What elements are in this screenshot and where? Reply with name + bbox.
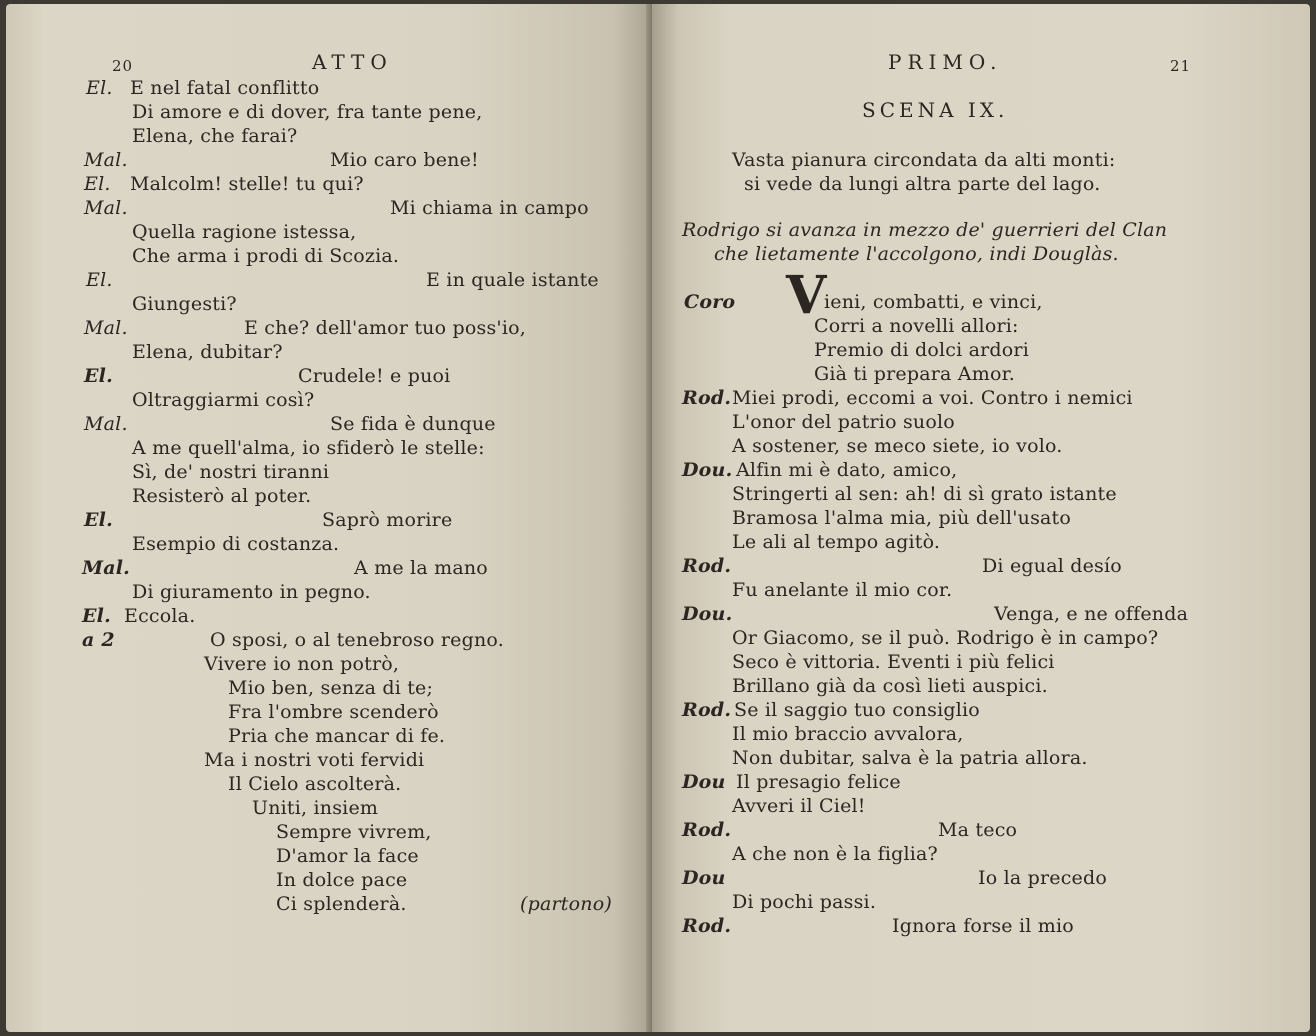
verse-line: A che non è la figlia? <box>732 843 938 865</box>
speaker: El. <box>84 509 113 531</box>
verse-line: Quella ragione istessa, <box>132 221 357 243</box>
verse-line: Se fida è dunque <box>330 413 496 435</box>
verse-line: Oltraggiarmi così? <box>132 389 315 411</box>
verse-line: Resisterò al poter. <box>132 485 312 507</box>
verse-line: Corri a novelli allori: <box>814 315 1019 337</box>
verse-line: E in quale istante <box>426 269 599 291</box>
running-head: PRIMO. <box>888 50 1003 74</box>
scene-title: SCENA IX. <box>862 98 1009 122</box>
speaker: Rod. <box>682 819 732 841</box>
speaker: El. <box>82 605 111 627</box>
speaker: El. <box>86 269 113 291</box>
verse-line: Ma teco <box>938 819 1018 841</box>
verse-line: Mi chiama in campo <box>390 197 589 219</box>
verse-line: Fra l'ombre scenderò <box>228 701 439 723</box>
verse-line: Già ti prepara Amor. <box>814 363 1016 385</box>
direction-line: Rodrigo si avanza in mezzo de' guerrieri del Clan <box>682 219 1168 241</box>
speaker: Mal. <box>84 317 128 339</box>
verse-line: Ignora forse il mio <box>892 915 1074 937</box>
verse-line: O sposi, o al tenebroso regno. <box>210 629 504 651</box>
verse-line: Ci splenderà. <box>276 893 407 915</box>
verse-line: Avveri il Ciel! <box>732 795 866 817</box>
verse-line: Io la precedo <box>978 867 1108 889</box>
verse-line: Sempre vivrem, <box>276 821 432 843</box>
verse-line: Elena, che farai? <box>132 125 298 147</box>
verse-line: Sì, de' nostri tiranni <box>132 461 330 483</box>
verse-line: Di pochi passi. <box>732 891 877 913</box>
verse-line: Bramosa l'alma mia, più dell'usato <box>732 507 1072 529</box>
speaker: Rod. <box>682 387 732 409</box>
verse-line: A sostener, se meco siete, io volo. <box>732 435 1063 457</box>
verse-line: Or Giacomo, se il può. Rodrigo è in campo? <box>732 627 1159 649</box>
verse-line: In dolce pace <box>276 869 408 891</box>
verse-line: E che? dell'amor tuo poss'io, <box>244 317 526 339</box>
verse-line: Che arma i prodi di Scozia. <box>132 245 400 267</box>
verse-line: A me quell'alma, io sfiderò le stelle: <box>132 437 485 459</box>
speaker: Mal. <box>84 197 128 219</box>
verse-line: Alfin mi è dato, amico, <box>736 459 958 481</box>
stage-direction: (partono) <box>520 893 612 915</box>
verse-line: Crudele! e puoi <box>298 365 451 387</box>
speaker: Dou <box>682 771 726 793</box>
verse-line: E nel fatal conflitto <box>130 77 320 99</box>
drop-cap: V <box>786 265 827 326</box>
speaker: Mal. <box>84 149 128 171</box>
verse-line: Non dubitar, salva è la patria allora. <box>732 747 1088 769</box>
page-number: 21 <box>1170 57 1192 75</box>
verse-line: Saprò morire <box>322 509 453 531</box>
running-head: ATTO <box>312 50 393 74</box>
speaker: Dou <box>682 867 726 889</box>
speaker: Rod. <box>682 555 732 577</box>
left-page <box>6 4 652 1032</box>
verse-line: Di amore e di dover, fra tante pene, <box>132 101 483 123</box>
verse-line: Brillano già da così lieti auspici. <box>732 675 1048 697</box>
verse-line: Pria che mancar di fe. <box>228 725 446 747</box>
verse-line: Uniti, insiem <box>252 797 379 819</box>
speaker: Coro <box>684 291 736 313</box>
direction-line: che lietamente l'accolgono, indi Douglàs. <box>714 243 1119 265</box>
verse-line: Seco è vittoria. Eventi i più felici <box>732 651 1055 673</box>
speaker: Mal. <box>82 557 130 579</box>
speaker: Mal. <box>84 413 128 435</box>
speaker: El. <box>84 173 111 195</box>
verse-line: Giungesti? <box>132 293 237 315</box>
verse-line: Fu anelante il mio cor. <box>732 579 953 601</box>
verse-line: Miei prodi, eccomi a voi. Contro i nemici <box>732 387 1133 409</box>
verse-line: Vivere io non potrò, <box>204 653 400 675</box>
speaker: a 2 <box>82 629 115 651</box>
verse-line: Malcolm! stelle! tu qui? <box>130 173 364 195</box>
verse-line: Le ali al tempo agitò. <box>732 531 941 553</box>
verse-line: Esempio di costanza. <box>132 533 340 555</box>
verse-line: Elena, dubitar? <box>132 341 283 363</box>
speaker: El. <box>86 77 113 99</box>
speaker: Rod. <box>682 699 732 721</box>
verse-line: Mio ben, senza di te; <box>228 677 434 699</box>
verse-line: Se il saggio tuo consiglio <box>734 699 980 721</box>
speaker: Rod. <box>682 915 732 937</box>
setting-line: si vede da lungi altra parte del lago. <box>744 173 1101 195</box>
speaker: Dou. <box>682 459 733 481</box>
verse-line: Stringerti al sen: ah! di sì grato istante <box>732 483 1117 505</box>
verse-line: Venga, e ne offenda <box>994 603 1189 625</box>
verse-line: Di giuramento in pegno. <box>132 581 371 603</box>
verse-line: Premio di dolci ardori <box>814 339 1029 361</box>
verse-line: Eccola. <box>124 605 196 627</box>
verse-line: A me la mano <box>354 557 488 579</box>
speaker: Dou. <box>682 603 733 625</box>
right-page <box>652 4 1310 1032</box>
verse-line: Di egual desío <box>982 555 1122 577</box>
verse-line: ieni, combatti, e vinci, <box>824 291 1043 313</box>
setting-line: Vasta pianura circondata da alti monti: <box>732 149 1116 171</box>
page-number: 20 <box>112 57 134 75</box>
verse-line: Il presagio felice <box>736 771 901 793</box>
speaker: El. <box>84 365 113 387</box>
verse-line: D'amor la face <box>276 845 419 867</box>
verse-line: Ma i nostri voti fervidi <box>204 749 425 771</box>
verse-line: Il mio braccio avvalora, <box>732 723 964 745</box>
verse-line: Il Cielo ascolterà. <box>228 773 402 795</box>
verse-line: Mio caro bene! <box>330 149 479 171</box>
verse-line: L'onor del patrio suolo <box>732 411 955 433</box>
